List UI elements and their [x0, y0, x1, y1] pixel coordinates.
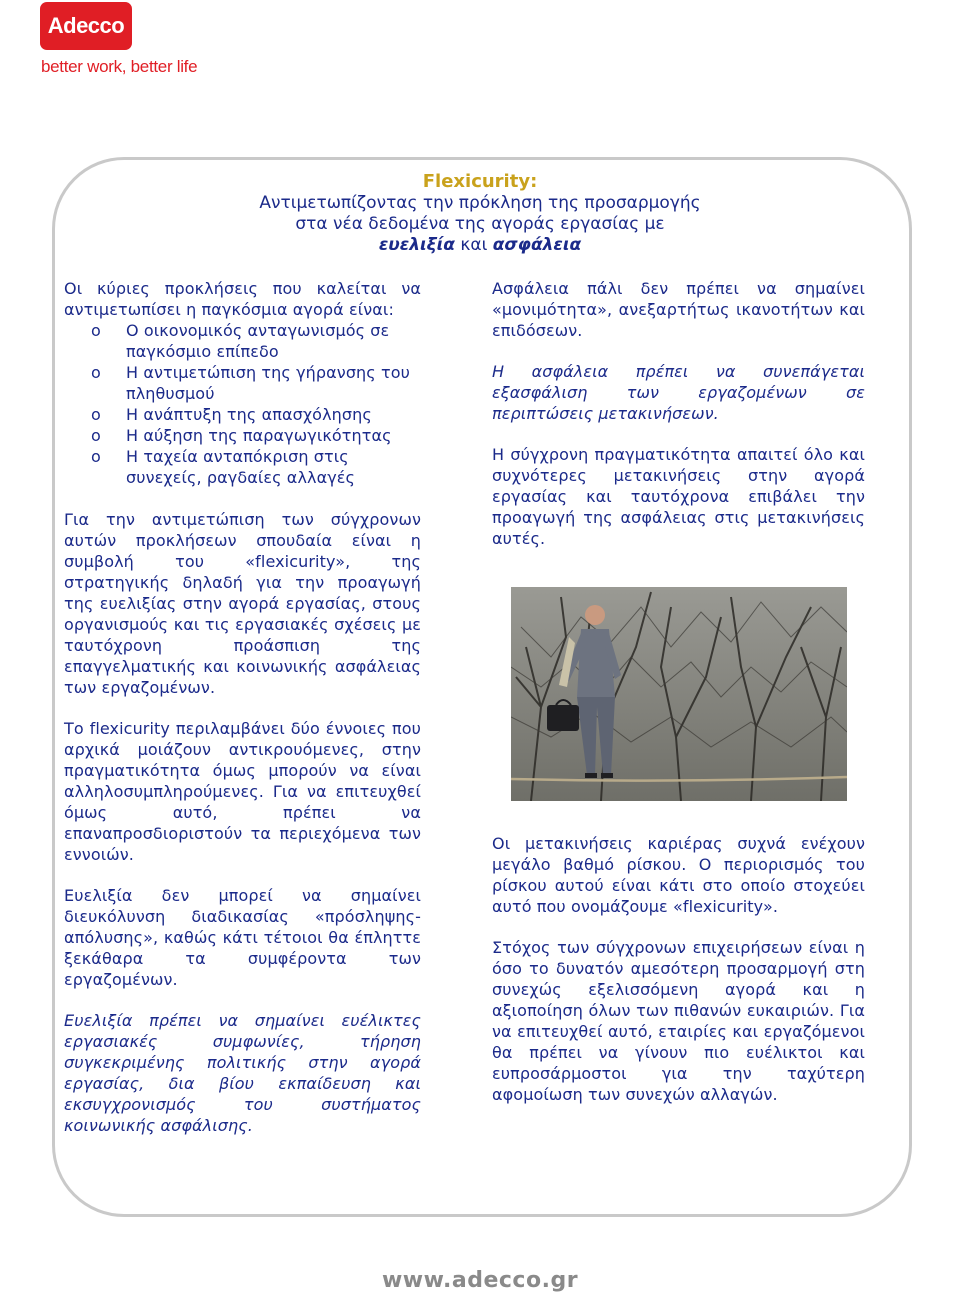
challenges-list: [64, 320, 421, 488]
brand-tagline: better work, better life: [41, 57, 198, 76]
bullet-marker: o: [91, 363, 101, 382]
title-colon: :: [530, 171, 538, 192]
title-heading: Flexicurity: [422, 171, 531, 192]
bullet-marker: o: [91, 447, 101, 466]
paragraph-two-concepts: Το flexicurity περιλαμβάνει δύο έννοιες που αρχικά μοιάζουν αντικρουόμενες, στην πραγματικότητα όμως μπορούν να είναι αλληλοσυμπληρούμενες. Για να επιτευχθεί όμως αυτό, πρέπει να επαναπροσδιοριστούν τα περιεχόμενα των εννοιών.: [64, 719, 421, 864]
right-column-bottom: [492, 833, 865, 1125]
title-word-and: και: [460, 235, 488, 255]
bullet-marker: o: [91, 405, 101, 424]
title-word-flexibility: ευελιξία: [378, 235, 455, 255]
title-line-3: [200, 235, 760, 256]
list-item: o Η αύξηση της παραγωγικότητας: [91, 426, 392, 445]
title-line-1: Αντιμετωπίζοντας την πρόκληση της προσαρμογής: [259, 193, 701, 213]
list-item: o Η ταχεία ανταπόκριση στις συνεχείς, ραγδαίες αλλαγές: [91, 447, 356, 487]
intro-paragraph: Οι κύριες προκλήσεις που καλείται να αντιμετωπίσει η παγκόσμια αγορά είναι:: [64, 279, 421, 319]
adecco-logo: [40, 2, 132, 50]
list-item: o Ο οικονομικός ανταγωνισμός σε παγκόσμιο επίπεδο: [91, 321, 390, 361]
bullet-marker: o: [91, 321, 101, 340]
paragraph-modern-reality: Η σύγχρονη πραγματικότητα απαιτεί όλο και συχνότερες μετακινήσεις στην αγορά εργασίας και ταυτόχρονα επιβάλει την προαγωγή της ασφάλειας στις μετακινήσεις αυτές.: [492, 445, 865, 548]
paragraph-security-not: Ασφάλεια πάλι δεν πρέπει να σημαίνει «μονιμότητα», ανεξαρτήτως ικανοτήτων και επιδόσεων.: [492, 279, 865, 340]
list-item: o Η αντιμετώπιση της γήρανσης του πληθυσμού: [91, 363, 410, 403]
paragraph-flexibility-should: Ευελιξία πρέπει να σημαίνει ευέλικτες εργασιακές συμφωνίες, τήρηση συγκεκριμένης πολιτικής στην αγορά εργασίας, δια βίου εκπαίδευση και εκσυγχρονισμός του συστήματος κοινωνικής ασφάλισης.: [64, 1011, 421, 1135]
paragraph-security-should: Η ασφάλεια πρέπει να συνεπάγεται εξασφάλιση των εργαζομένων σε περιπτώσεις μετακινήσεων.: [492, 362, 865, 423]
paragraph-career-risk: Οι μετακινήσεις καριέρας συχνά ενέχουν μεγάλο βαθμό ρίσκου. Ο περιορισμός του ρίσκου αυτού είναι κάτι στο οποίο στοχεύει αυτό που ονομάζουμε «flexicurity».: [492, 834, 865, 916]
tightrope-businessman-photo: [511, 587, 847, 801]
title-word-security: ασφάλεια: [492, 235, 582, 255]
title-line-2: στα νέα δεδομένα της αγοράς εργασίας με: [295, 214, 665, 234]
paragraph-business-goal: Στόχος των σύγχρονων επιχειρήσεων είναι η όσο το δυνατόν αμεσότερη προσαρμογή στη συνεχώς εξελισσόμενη αγορά και η αξιοποίηση όλων των πιθανών ευκαιριών. Για να επιτευχθεί αυτό, εταιρίες και εργαζόμενοι θα πρέπει να γίνουν πιο ευέλικτοι και ευπροσάρμοστοι για την ταχύτερη αφομοίωση των συνεχών αλλαγών.: [492, 938, 865, 1104]
article-title: [200, 171, 760, 256]
footer-website[interactable]: www.adecco.gr: [381, 1268, 579, 1293]
paragraph-flexicurity-role: Για την αντιμετώπιση των σύγχρονων αυτών προκλήσεων σπουδαία είναι η συμβολή του «flexicurity», της στρατηγικής δηλαδή για την προαγωγή της ευελιξίας στην αγορά εργασίας, στους οργανισμούς και τις εργασιακές σχέσεις με ταυτόχρονη προάσπιση της επαγγελματικής και κοινωνικής ασφάλειας των εργαζομένων.: [64, 510, 421, 697]
bullet-marker: o: [91, 426, 101, 445]
left-column: [64, 278, 421, 1156]
logo-text: Adecco: [47, 13, 125, 38]
list-item: o Η ανάπτυξη της απασχόλησης: [91, 405, 372, 424]
right-column-top: [492, 278, 865, 569]
paragraph-flexibility-not: Ευελιξία δεν μπορεί να σημαίνει διευκόλυνση διαδικασίας «πρόσληψης-απόλυσης», καθώς κάτι τέτοιοι θα έπληττε ξεκάθαρα τα συμφέροντα των εργαζομένων.: [64, 886, 421, 989]
